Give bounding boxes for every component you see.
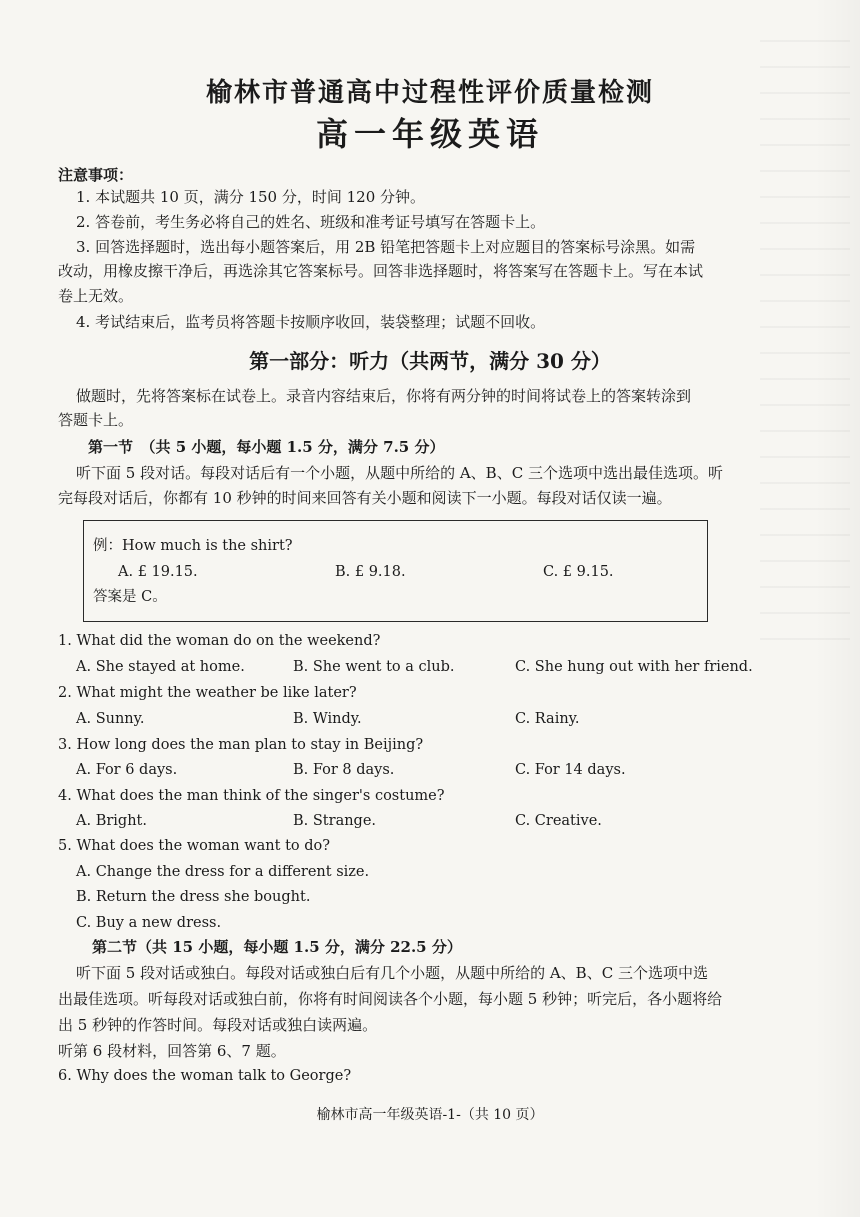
question-5-option-c: C. Buy a new dress. (76, 915, 222, 931)
example-question: 例：How much is the shirt? (93, 538, 293, 554)
question-5-option-b: B. Return the dress she bought. (76, 889, 311, 905)
part1-heading: 第一部分：听力（共两节，满分 30 分） (249, 349, 611, 373)
question-5: 5. What does the woman want to do? (58, 838, 331, 854)
question-4-option-a: A. Bright. (76, 813, 147, 829)
question-2-option-b: B. Windy. (293, 711, 362, 727)
question-4-option-b: B. Strange. (293, 813, 377, 829)
example-option-c: C. £ 9.15. (543, 564, 614, 580)
material-6-instruction: 听第 6 段材料，回答第 6、7 题。 (58, 1042, 286, 1060)
question-1-option-c: C. She hung out with her friend. (515, 659, 753, 675)
question-4-option-c: C. Creative. (515, 813, 602, 829)
question-2-option-c: C. Rainy. (515, 711, 580, 727)
example-answer: 答案是 C。 (93, 589, 167, 605)
question-3-option-c: C. For 14 days. (515, 762, 626, 778)
notice-heading: 注意事项： (58, 166, 134, 184)
section1-intro-line2: 完每段对话后，你都有 10 秒钟的时间来回答有关小题和阅读下一小题。每段对话仅读一遍。 (58, 489, 672, 507)
example-option-b: B. £ 9.18. (335, 564, 406, 580)
notice-item-3-line1: 3. 回答选择题时，选出每小题答案后，用 2B 铅笔把答题卡上对应题目的答案标号涂黑。如需 (76, 238, 696, 256)
notice-item-4: 4. 考试结束后，监考员将答题卡按顺序收回，装袋整理；试题不回收。 (76, 313, 546, 331)
section2-intro-line2: 出最佳选项。听每段对话或独白前，你将有时间阅读各个小题，每小题 5 秒钟；听完后，各小题将给 (58, 990, 723, 1008)
page-footer: 榆林市高一年级英语-1-（共 10 页） (316, 1107, 544, 1123)
section2-heading: 第二节（共 15 小题，每小题 1.5 分，满分 22.5 分） (92, 938, 462, 956)
part1-intro-line2: 答题卡上。 (58, 411, 134, 429)
example-option-a: A. £ 19.15. (118, 564, 198, 580)
question-2: 2. What might the weather be like later? (58, 685, 357, 701)
exam-subject-title: 高一年级英语 (315, 115, 544, 153)
section1-intro-line1: 听下面 5 段对话。每段对话后有一个小题，从题中所给的 A、B、C 三个选项中选出最佳选项。听 (76, 464, 723, 482)
question-4: 4. What does the man think of the singer's costume? (58, 788, 445, 804)
notice-item-1: 1. 本试题共 10 页，满分 150 分，时间 120 分钟。 (76, 188, 426, 206)
notice-item-3-line3: 卷上无效。 (58, 287, 134, 305)
notice-item-2: 2. 答卷前，考生务必将自己的姓名、班级和准考证号填写在答题卡上。 (76, 213, 546, 231)
question-3-option-b: B. For 8 days. (293, 762, 395, 778)
notice-item-3-line2: 改动，用橡皮擦干净后，再选涂其它答案标号。回答非选择题时，将答案写在答题卡上。写在本试 (58, 262, 704, 280)
question-5-option-a: A. Change the dress for a different size. (76, 864, 370, 880)
question-6: 6. Why does the woman talk to George? (58, 1068, 352, 1084)
section2-intro-line1: 听下面 5 段对话或独白。每段对话或独白后有几个小题，从题中所给的 A、B、C 三个选项中选 (76, 964, 708, 982)
section2-intro-line3: 出 5 秒钟的作答时间。每段对话或独白读两遍。 (58, 1016, 378, 1034)
section1-heading: 第一节 （共 5 小题，每小题 1.5 分，满分 7.5 分） (88, 438, 445, 456)
question-1-option-b: B. She went to a club. (293, 659, 455, 675)
question-2-option-a: A. Sunny. (76, 711, 145, 727)
exam-title: 榆林市普通高中过程性评价质量检测 (205, 78, 654, 108)
part1-intro-line1: 做题时，先将答案标在试卷上。录音内容结束后，你将有两分钟的时间将试卷上的答案转涂到 (76, 387, 692, 405)
question-3-option-a: A. For 6 days. (76, 762, 178, 778)
scan-edge-shadow (815, 0, 860, 1217)
question-1-option-a: A. She stayed at home. (76, 659, 245, 675)
question-1: 1. What did the woman do on the weekend? (58, 633, 381, 649)
question-3: 3. How long does the man plan to stay in Beijing? (58, 737, 424, 753)
